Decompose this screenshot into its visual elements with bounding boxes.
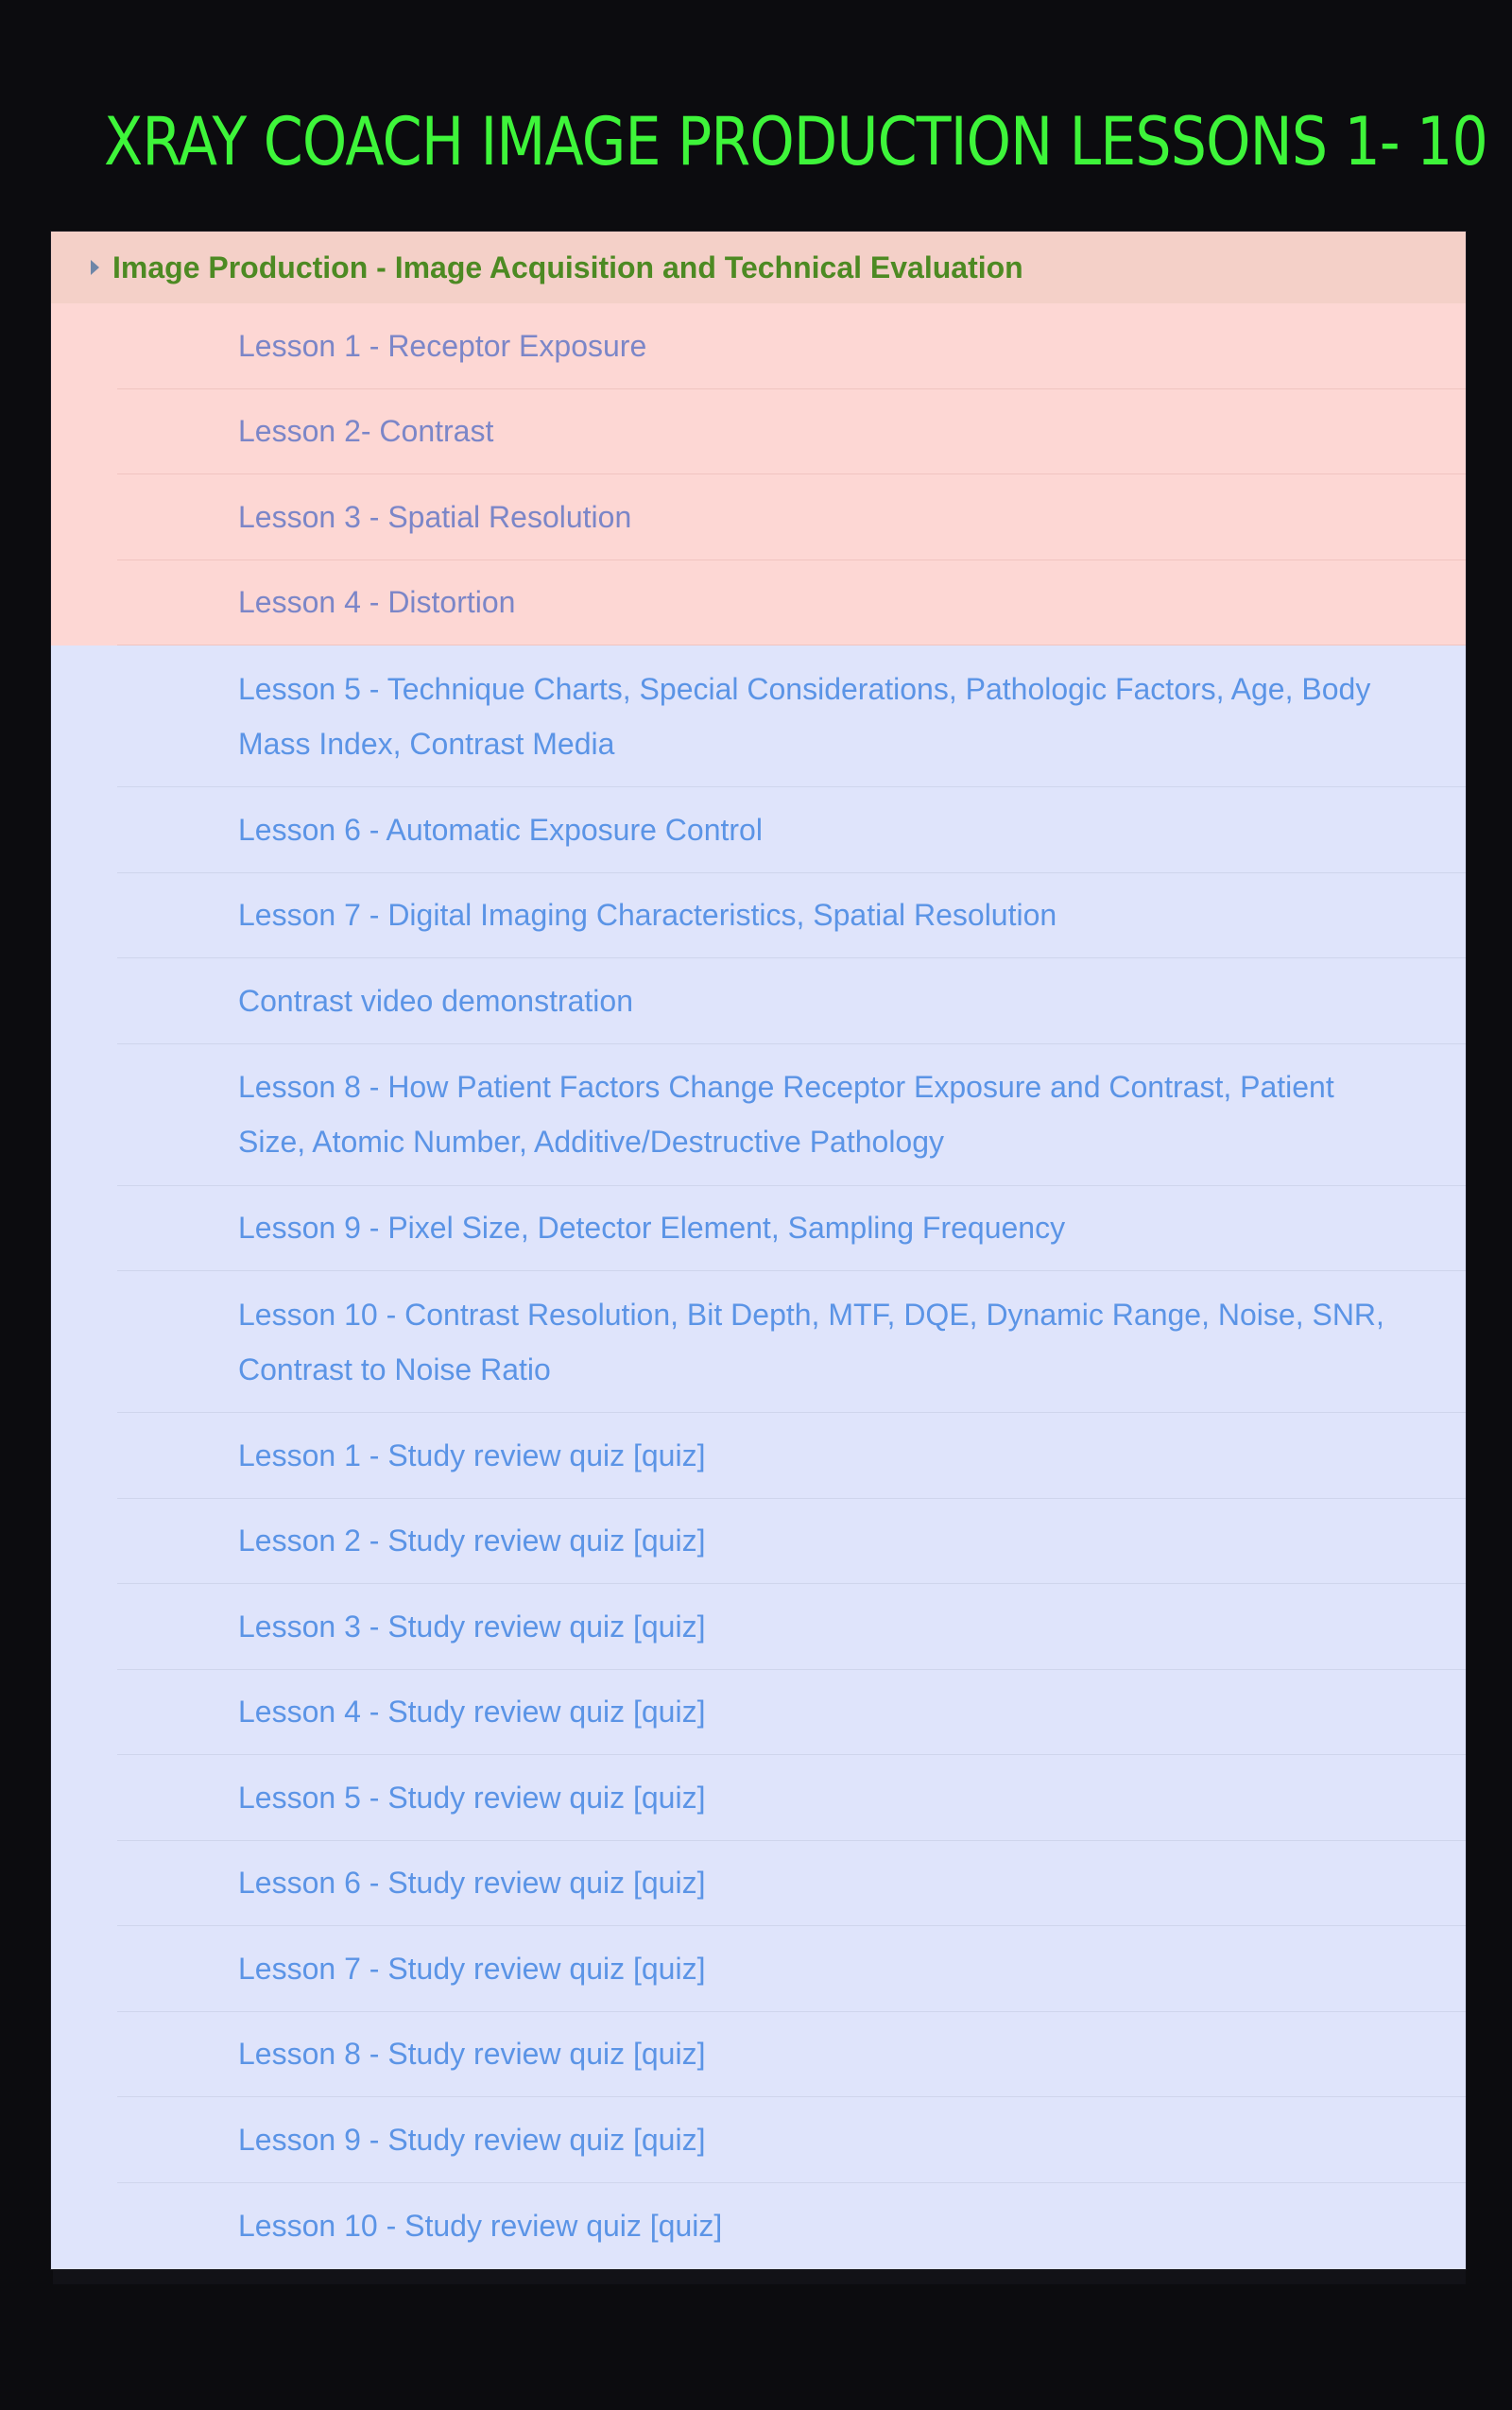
quiz-link-10[interactable]: Lesson 10 - Study review quiz [quiz]: [238, 2208, 723, 2243]
quiz-link-5[interactable]: Lesson 5 - Study review quiz [quiz]: [117, 1755, 1466, 1841]
course-outline-panel: [51, 232, 1466, 2269]
quiz-link-6[interactable]: Lesson 6 - Study review quiz [quiz]: [117, 1841, 1466, 1927]
lesson-link-9[interactable]: Lesson 9 - Pixel Size, Detector Element, Sampling Frequency: [117, 1186, 1466, 1272]
quiz-link-1[interactable]: Lesson 1 - Study review quiz [quiz]: [117, 1413, 1466, 1499]
lesson-link-1[interactable]: Lesson 1 - Receptor Exposure: [117, 303, 1466, 389]
quiz-link-8[interactable]: Lesson 8 - Study review quiz [quiz]: [117, 2012, 1466, 2098]
quiz-link-9[interactable]: Lesson 9 - Study review quiz [quiz]: [117, 2097, 1466, 2183]
lesson-link-8[interactable]: Lesson 8 - How Patient Factors Change Receptor Exposure and Contrast, Patient Size, Atomic Number, Additive/Destructive Pathology: [117, 1044, 1466, 1186]
lesson-link-4[interactable]: Lesson 4 - Distortion: [117, 560, 1466, 646]
caret-right-icon[interactable]: [91, 260, 99, 275]
quiz-link-4[interactable]: Lesson 4 - Study review quiz [quiz]: [117, 1670, 1466, 1756]
panel-footer: [53, 2269, 1466, 2284]
lesson-link-5[interactable]: Lesson 5 - Technique Charts, Special Considerations, Pathologic Factors, Age, Body Mass Index, Contrast Media: [117, 646, 1466, 787]
lesson-list: [51, 303, 1466, 2268]
section-header[interactable]: [51, 232, 1466, 303]
quiz-link-2[interactable]: Lesson 2 - Study review quiz [quiz]: [117, 1499, 1466, 1585]
quiz-link-7[interactable]: Lesson 7 - Study review quiz [quiz]: [117, 1926, 1466, 2012]
lesson-link-7[interactable]: Lesson 7 - Digital Imaging Characteristics, Spatial Resolution: [117, 873, 1466, 959]
lesson-link-3[interactable]: Lesson 3 - Spatial Resolution: [117, 474, 1466, 560]
section-title: Image Production - Image Acquisition and Technical Evaluation: [112, 250, 1023, 284]
lesson-link-10[interactable]: Lesson 10 - Contrast Resolution, Bit Depth, MTF, DQE, Dynamic Range, Noise, SNR, Contrast to Noise Ratio: [117, 1271, 1466, 1413]
lesson-link-2[interactable]: Lesson 2- Contrast: [117, 389, 1466, 475]
page-title: XRAY COACH IMAGE PRODUCTION LESSONS 1- 10: [104, 103, 1487, 181]
lesson-link-6[interactable]: Lesson 6 - Automatic Exposure Control: [117, 787, 1466, 873]
contrast-video-link[interactable]: Contrast video demonstration: [117, 958, 1466, 1044]
quiz-link-3[interactable]: Lesson 3 - Study review quiz [quiz]: [117, 1584, 1466, 1670]
